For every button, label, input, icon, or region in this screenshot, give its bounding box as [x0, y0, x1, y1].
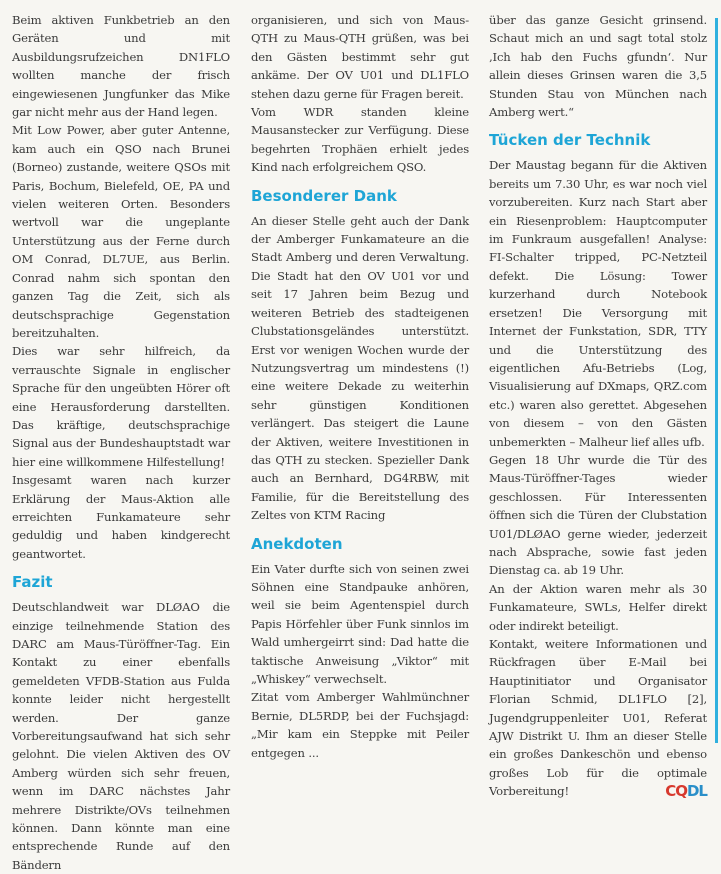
paragraph: Beim aktiven Funkbetrieb an den Geräten und mit Ausbildungsrufzeichen DN1FLO wollten manche der frisch eingewiesenen Jungfunker das Mike gar nicht mehr aus der Hand legen. — [12, 13, 230, 120]
paragraph: An der Aktion waren mehr als 30 Funkamateure, SWLs, Helfer direkt oder indirekt beteiligt. — [489, 581, 707, 633]
logo-dl: DL — [686, 782, 707, 801]
paragraph: Gegen 18 Uhr wurde die Tür des Maus-Türöffner-Tages wieder geschlossen. Für Interessenten öffnen sich die Türen der Clubstation U01/DLØAO gerne wieder, jederzeit nach Absprache, sowie fast jeden Dienstag ca. ab 19 Uhr. — [489, 452, 707, 578]
paragraph: Dies war sehr hilfreich, da verrauschte Signale in englischer Sprache für den ungeübten Hörer oft eine Herausforderung darstellten. Das kräftige, deutschsprachige Signal aus der Bundeshauptstadt war hier eine willkommene Hilfestellung! — [12, 344, 230, 469]
paragraph-last — [489, 635, 707, 801]
paragraph: Deutschlandweit war DLØAO die einzige teilnehmende Station des DARC am Maus-Türöffner-Tag. Ein Kontakt zu einer ebenfalls gemeldeten VFDB-Station aus Fulda konnte leider nicht hergestellt werden. Der ganze Vorbereitungsaufwand hat sich sehr gelohnt. Die vielen Aktiven des OV Amberg würden sich sehr freuen, wenn im DARC nächstes Jahr mehrere Distrikte/OVs teilnehmen können. Dann könnte man eine entsprechende Runde auf den Bändern — [12, 600, 230, 872]
section-heading-fazit: Fazit — [12, 573, 53, 592]
paragraph: organisieren, und sich von Maus-QTH zu Maus-QTH grüßen, was bei den Gästen bestimmt sehr gut ankäme. Der OV U01 und DL1FLO stehen dazu gerne für Fragen bereit. — [251, 13, 469, 101]
section-heading-besonderer-dank: Besonderer Dank — [251, 186, 397, 205]
paragraph: Ein Vater durfte sich von seinen zwei Söhnen eine Standpauke anhören, weil sie beim Agentenspiel durch Papis Hörfehler über Funk sinnlos im Wald umhergeirrt sind: Dad hatte die taktische Anweisung „Viktor“ mit „Whiskey“ verwechselt. — [251, 561, 469, 686]
paragraph-text: Kontakt, weitere Informationen und Rückfragen über E-Mail bei Hauptinitiator und Organisator Florian Schmid, DL1FLO [2], Jugendgruppenleiter U01, Referat AJW Distrikt U. Ihm an dieser Stelle ein großes Dankeschön und ebenso großes Lob für die optimale Vorbereitung! — [489, 637, 707, 799]
section-heading-anekdoten: Anekdoten — [251, 534, 343, 553]
paragraph: über das ganze Gesicht grinsend. Schaut mich an und sagt total stolz ‚Ich hab den Fuchs gfundn‘. Nur allein dieses Grinsen waren die 3,5 Stunden Stau von München nach Amberg wert.“ — [489, 13, 707, 120]
paragraph: Zitat vom Amberger Wahlmünchner Bernie, DL5RDP, bei der Fuchsjagd: „Mir kam ein Steppke mit Peiler entgegen ... — [251, 690, 469, 760]
paragraph: Der Maustag begann für die Aktiven bereits um 7.30 Uhr, es war noch viel vorzubereiten. Kurz nach Start aber ein Riesenproblem: Hauptcomputer im Funkraum ausgefallen! Analyse: FI-Schalter tripped, PC-Netzteil defekt. Die Lösung: Tower kurzerhand durch Notebook ersetzen! Die Versorgung mit Internet der Funkstation, SDR, TTY und die Unterstützung des eigentlichen Afu-Betriebs (Log, Visualisierung auf DXmaps, QRZ.com etc.) waren also gerettet. Abgesehen von diesem – von den Gästen unbemerkten – Malheur lief alles ufb. — [489, 158, 707, 449]
column-2 — [251, 11, 469, 762]
paragraph: Insgesamt waren nach kurzer Erklärung der Maus-Aktion alle erreichten Funkamateure sehr geduldig und haben kindgerecht geantwortet. — [12, 473, 230, 561]
column-1 — [12, 11, 230, 874]
page-edge-rule — [715, 18, 718, 743]
paragraph: Mit Low Power, aber guter Antenne, kam auch ein QSO nach Brunei (Borneo) zustande, weitere QSOs mit Paris, Bochum, Bielefeld, OE, PA und vielen weiteren Orten. Besonders wertvoll war die ungeplante Unterstützung aus der Ferne durch OM Conrad, DL7UE, aus Berlin. Conrad nahm sich spontan den ganzen Tag die Zeit, sich als deutschsprachige Gegenstation bereitzuhalten. — [12, 123, 230, 340]
paragraph: Vom WDR standen kleine Mausanstecker zur Verfügung. Diese begehrten Trophäen erhielt jedes Kind nach erfolgreichem QSO. — [251, 105, 469, 175]
section-heading-tuecken-der-technik: Tücken der Technik — [489, 131, 651, 150]
logo-cq: CQ — [665, 782, 687, 801]
paragraph: An dieser Stelle geht auch der Dank der Amberger Funkamateure an die Stadt Amberg und deren Verwaltung. Die Stadt hat den OV U01 vor und seit 17 Jahren beim Bezug und weiteren Betrieb des stadteigenen Clubstationsgeländes unterstützt. Erst vor wenigen Wochen wurde der Nutzungsvertrag um mindestens (!) eine weitere Dekade zu weiterhin sehr günstigen Konditionen verlängert. Das steigert die Laune der Aktiven, weitere Investitionen in das QTH zu stecken. Spezieller Dank auch an Bernhard, DG4RBW, mit Familie, für die Bereitstellung des Zeltes von KTM Racing — [251, 213, 469, 523]
cqdl-logo — [665, 782, 707, 800]
column-3 — [489, 11, 707, 801]
